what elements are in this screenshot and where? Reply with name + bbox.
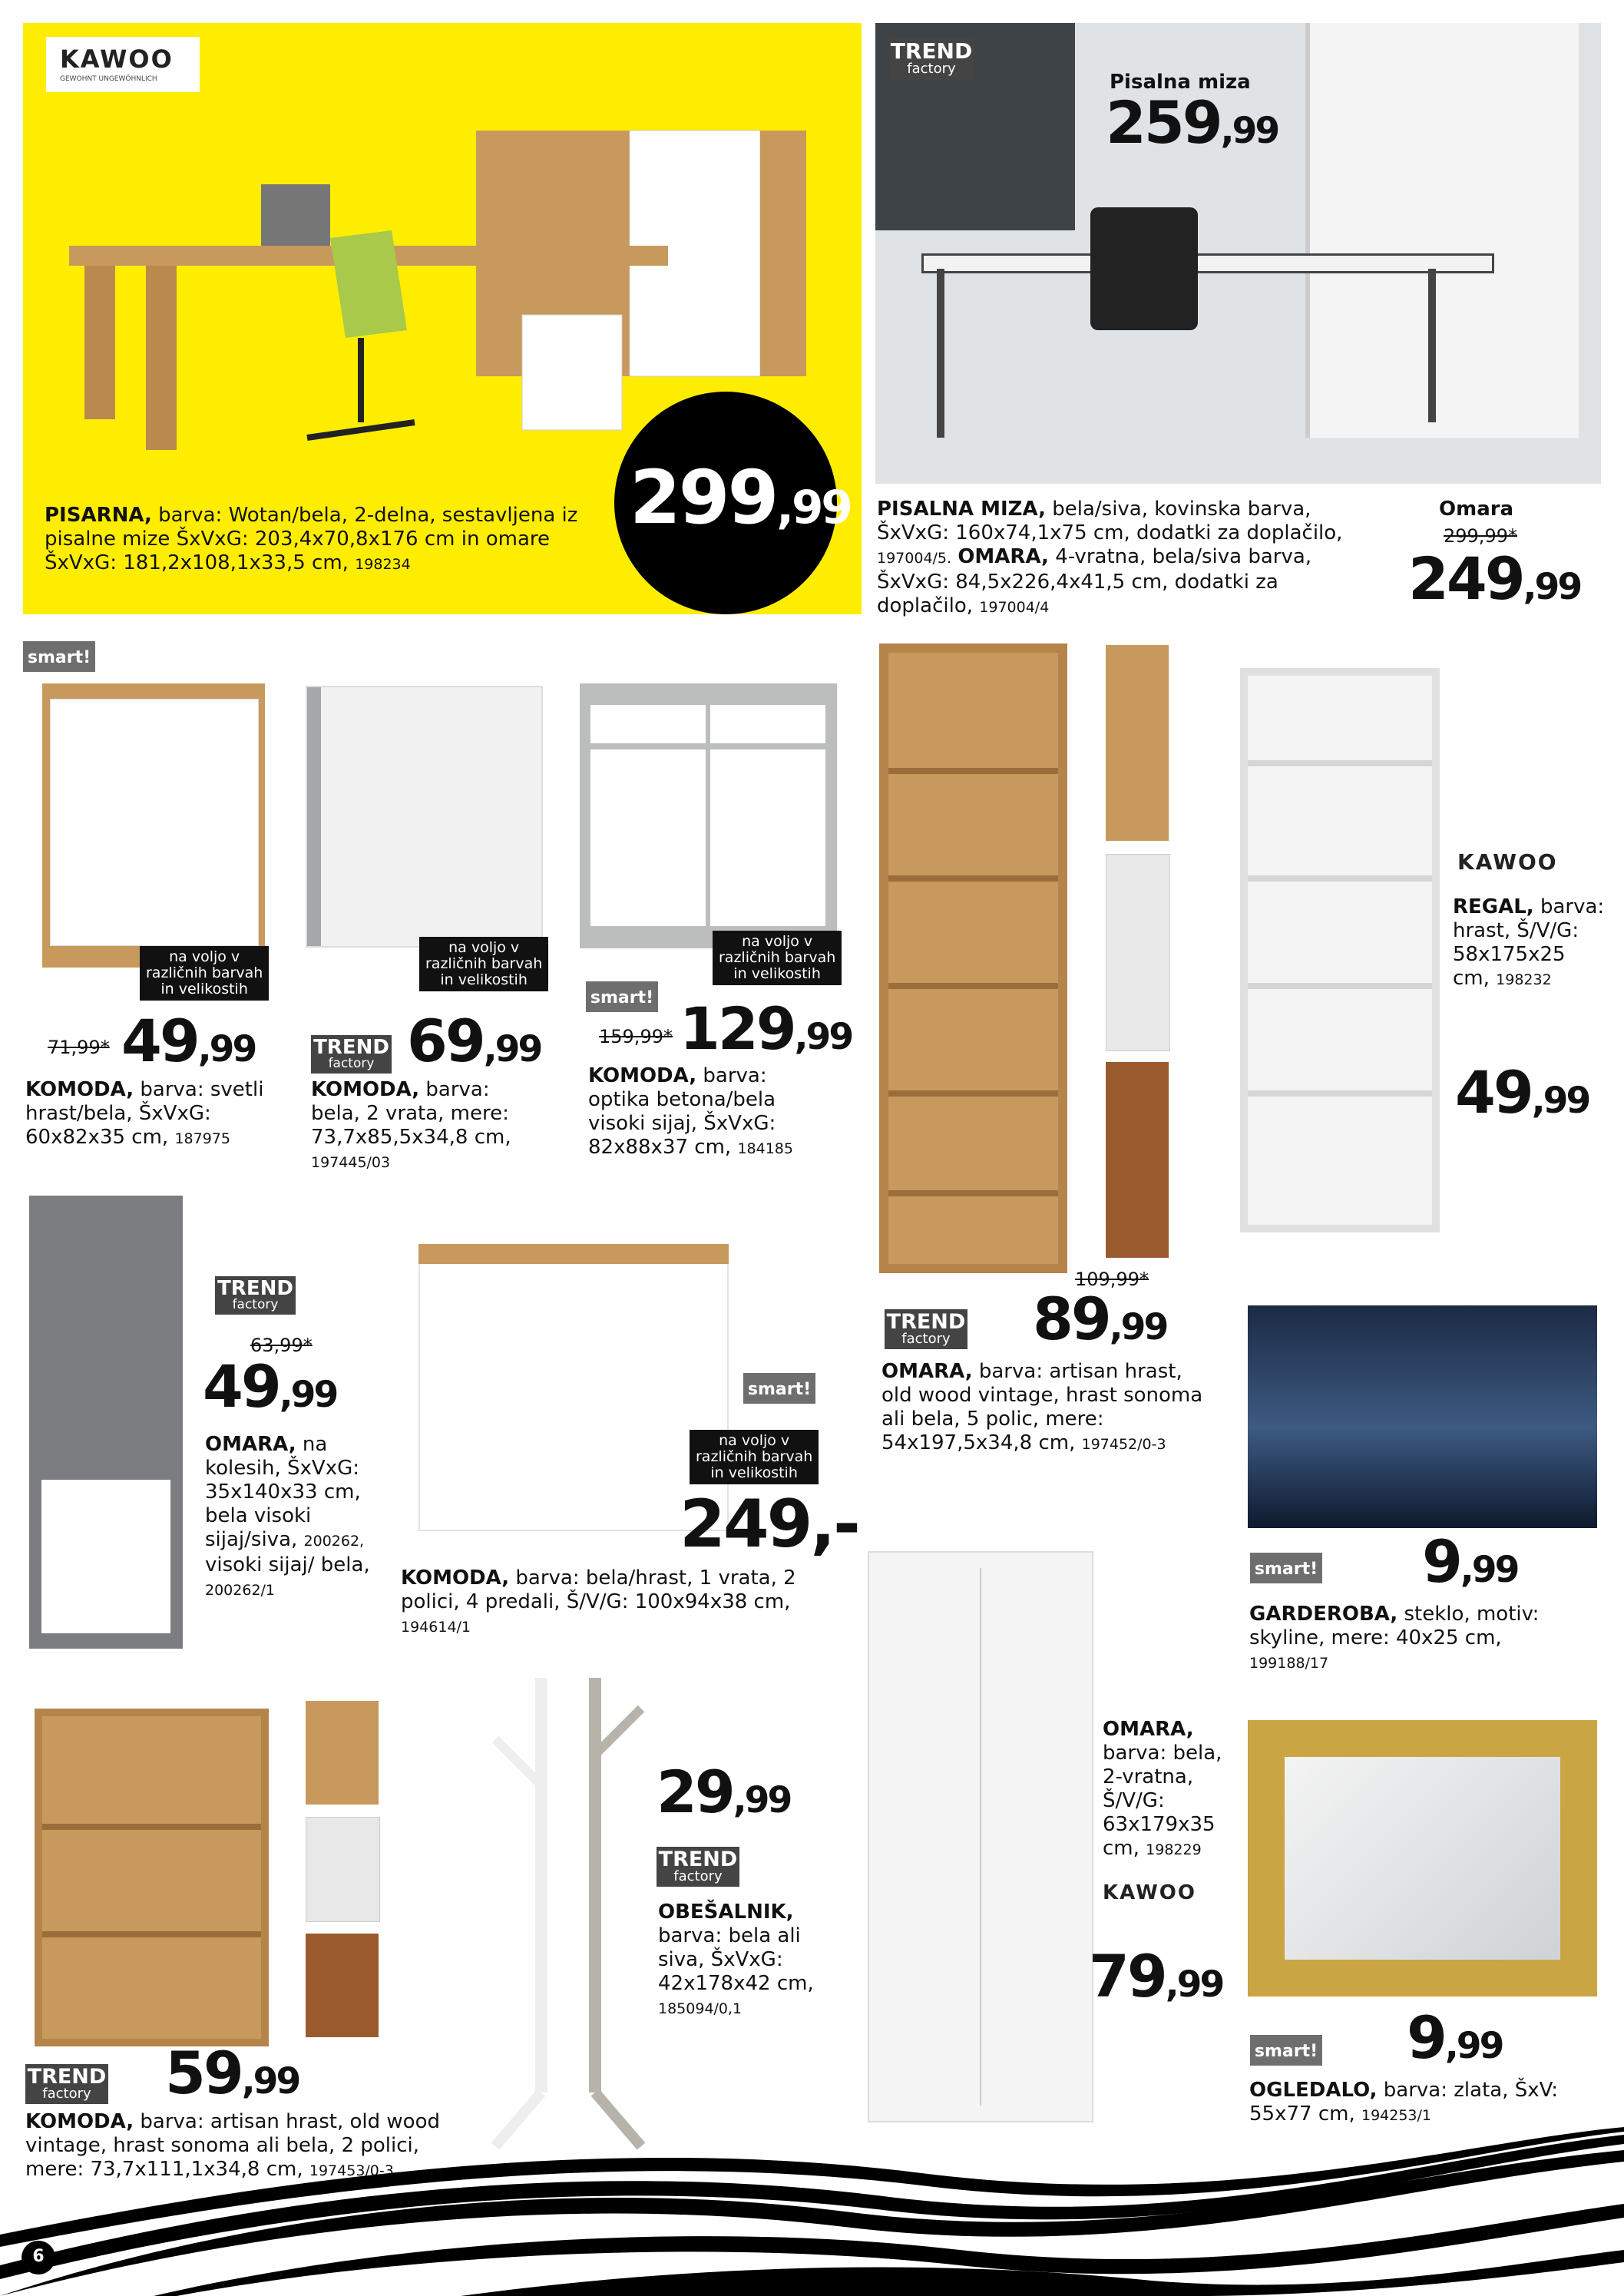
komoda2-price [407, 1007, 541, 1075]
garderoba-image [1248, 1305, 1597, 1528]
obesalnik-desc [658, 1901, 835, 2021]
trend-logo-subtext: factory [901, 1331, 951, 1347]
trend-logo [885, 1309, 967, 1349]
choice-tag-line: na voljo v [448, 939, 520, 956]
trend-logo [311, 1035, 392, 1074]
garderoba-desc [1249, 1603, 1579, 1676]
product-name: PISARNA, [45, 504, 152, 527]
price-cents: ,99 [1165, 1964, 1223, 2006]
pisalna-photo [875, 23, 1601, 484]
cabinet-side [307, 687, 321, 946]
shelf [42, 1824, 261, 1830]
trend-logo-text: TREND [217, 1277, 293, 1300]
regal-price [1455, 1058, 1589, 1126]
shelf [888, 983, 1058, 989]
shelf [888, 875, 1058, 882]
page-number: 6 [32, 2247, 45, 2266]
shelf [888, 768, 1058, 774]
shelf [888, 1190, 1058, 1196]
product-text: barva: bela, 2 vrata, mere: 73,7x85,5x34,8 cm, [311, 1078, 511, 1149]
garderoba-price [1422, 1527, 1518, 1596]
kawoo-logo: KAWOO [1457, 849, 1558, 875]
komoda5-price [165, 2039, 299, 2107]
price-cents: ,99 [197, 1028, 256, 1070]
office-chair [1090, 207, 1198, 330]
trend-logo-subtext: factory [328, 1056, 375, 1071]
price-cents: ,99 [1109, 1306, 1167, 1348]
choice-tag-line: različnih barvah [425, 955, 543, 972]
obesalnik-image [480, 1662, 657, 2154]
komoda1-old-price: 71,99* [48, 1037, 110, 1058]
trend-logo-text: TREND [658, 1848, 738, 1871]
product-name: KOMODA, [401, 1567, 510, 1590]
price-int: 29 [657, 1758, 733, 1826]
omara-white-price [1089, 1942, 1223, 2010]
shelf [1248, 875, 1432, 882]
komoda4-desc [401, 1567, 846, 1639]
regal-desc [1453, 895, 1606, 992]
shelf [1248, 760, 1432, 766]
price-cents: ,99 [1460, 1549, 1518, 1591]
product-code-2: 200262/1 [205, 1582, 276, 1599]
price-int: 49 [203, 1352, 279, 1421]
choice-tag-line: in velikostih [440, 971, 528, 988]
product-code: 198234 [355, 556, 411, 573]
drawer-front [710, 705, 825, 743]
choice-tag-line: različnih barvah [719, 949, 836, 966]
komoda2-image [306, 686, 543, 948]
komoda3-old-price: 159,99* [599, 1026, 673, 1047]
smart-logo [743, 1373, 815, 1404]
komoda1-image [42, 683, 265, 968]
product-code-2: 197004/4 [979, 599, 1050, 616]
price-int: 69 [407, 1007, 484, 1075]
product-text: barva: bela/hrast, 1 vrata, 2 polici, 4 predali, Š/V/G: 100x94x38 cm, [401, 1567, 796, 1613]
price-cents: ,99 [483, 1028, 541, 1070]
komoda5-variant-white [306, 1817, 380, 1922]
smart-logo [586, 981, 658, 1012]
product-text: barva: optika betona/bela visoki sijaj, ŠxVxG: 82x88x37 cm, [588, 1064, 776, 1159]
choice-tag-line: na voljo v [742, 933, 813, 950]
cabinet-front [50, 699, 259, 946]
trend-logo-subtext: factory [907, 61, 956, 77]
smart-logo-text: smart! [27, 648, 91, 667]
price-cents: ,99 [1531, 1080, 1589, 1122]
shelf [42, 1931, 261, 1937]
kawoo-logo-subtext: GEWOHNT UNGEWÖHNLICH [60, 75, 157, 83]
komoda1-price [121, 1007, 256, 1075]
pisarna-panel [23, 23, 862, 614]
smart-logo [23, 641, 95, 672]
trend-logo-subtext: factory [673, 1868, 723, 1884]
ogledalo-image [1248, 1720, 1597, 1997]
choice-tag [713, 931, 842, 985]
komoda5-variant-walnut [306, 1934, 379, 2037]
ogledalo-price [1407, 2003, 1503, 2072]
choice-tag [690, 1430, 819, 1484]
price-cents: ,99 [776, 481, 851, 534]
smart-logo-text: smart! [590, 988, 654, 1007]
product-code: 198229 [1146, 1841, 1202, 1858]
choice-tag [419, 937, 548, 991]
trend-logo-text: TREND [313, 1036, 389, 1059]
product-code: 200262, [303, 1533, 365, 1550]
komoda3-desc [588, 1064, 819, 1161]
pisarna-price [630, 455, 851, 541]
omara-variant-walnut [1106, 1062, 1169, 1258]
smart-logo-text: smart! [1254, 2042, 1318, 2061]
trend-logo [25, 2064, 108, 2104]
price-int: 249 [1408, 544, 1523, 613]
omara-variant-white [1106, 854, 1170, 1051]
price-int: 259 [1106, 88, 1221, 157]
pisalna-label: Pisalna miza [1110, 71, 1251, 94]
pisalna-desc [877, 498, 1353, 620]
desk-leg [1428, 269, 1436, 422]
obesalnik-price [657, 1758, 791, 1826]
price-cents: ,99 [1444, 2025, 1503, 2067]
komoda5-variant-oak [306, 1701, 379, 1805]
product-code: 194614/1 [401, 1619, 471, 1636]
komoda2-desc [311, 1078, 541, 1175]
product-text-2: 4-vratna, bela/siva barva, ŠxVxG: 84,5x226,4x41,5 cm, dodatki za doplačilo, [877, 545, 1312, 617]
product-name: OGLEDALO, [1249, 2079, 1378, 2102]
komoda5-image [35, 1709, 269, 2046]
product-code: 185094/0,1 [658, 2000, 743, 2017]
door-divider [980, 1568, 981, 2106]
product-name: KOMODA, [25, 2110, 134, 2133]
product-code: 197453/0-3 [309, 2162, 394, 2179]
price-int: 9 [1407, 2003, 1445, 2072]
price-int: 299 [630, 455, 777, 541]
choice-tag-line: in velikostih [710, 1464, 798, 1481]
door-front [590, 749, 706, 926]
omara-shelf-old-price: 109,99* [1075, 1269, 1149, 1290]
desk-leg [937, 269, 944, 438]
product-text-2: visoki sijaj/ bela, [205, 1553, 370, 1576]
desk-top [921, 253, 1494, 273]
price-cents: ,99 [279, 1374, 337, 1416]
omara-price [1408, 544, 1581, 613]
choice-tag-line: na voljo v [169, 948, 240, 965]
product-code: 199188/17 [1249, 1655, 1329, 1672]
product-name: OMARA, [881, 1360, 973, 1383]
kawoo-logo: KAWOO [1103, 1881, 1196, 1904]
price-int: 89 [1033, 1285, 1110, 1353]
price-int: 9 [1422, 1527, 1460, 1596]
omara-white-desc [1103, 1718, 1233, 1862]
trend-logo-subtext: factory [232, 1297, 279, 1312]
shelf [1248, 1090, 1432, 1097]
product-text: na kolesih, ŠxVxG: 35x140x33 cm, bela visoki sijaj/siva, [205, 1433, 361, 1551]
product-text: barva: artisan hrast, old wood vintage, hrast sonoma ali bela, 5 polic, mere: 54x197,5x34,8 cm, [881, 1360, 1203, 1454]
product-code: 184185 [737, 1140, 793, 1157]
product-name: REGAL, [1453, 895, 1534, 918]
door-front [710, 749, 825, 926]
omara-variant-oak [1106, 645, 1169, 841]
omara-shelf-image [879, 643, 1067, 1273]
shelf [888, 1090, 1058, 1097]
price-int: 79 [1089, 1942, 1166, 2010]
product-text: barva: Wotan/bela, 2-delna, sestavljena iz pisalne mize ŠxVxG: 203,4x70,8x176 cm in omare ŠxVxG: 181,2x108,1x33,5 cm, [45, 504, 578, 574]
trend-logo-text: TREND [890, 38, 973, 64]
trend-logo-text: TREND [886, 1310, 966, 1334]
smart-logo [1250, 1553, 1322, 1583]
product-code: 197004/5. [877, 550, 952, 567]
trend-logo [657, 1847, 739, 1887]
omara-shelf-price [1033, 1285, 1167, 1353]
product-name: KOMODA, [25, 1078, 134, 1101]
product-name: OMARA, [205, 1433, 296, 1456]
shelf [1248, 983, 1432, 989]
choice-tag-line: in velikostih [733, 965, 821, 982]
product-text: barva: artisan hrast, old wood vintage, hrast sonoma ali bela, 2 polici, mere: 73,7x111,1x34,8 cm, [25, 2110, 440, 2181]
choice-tag-line: na voljo v [719, 1432, 790, 1449]
product-name: KOMODA, [311, 1078, 420, 1101]
omara-tall-price [203, 1352, 337, 1421]
shelving-unit [1305, 23, 1579, 438]
product-code: 197452/0-3 [1081, 1436, 1166, 1453]
price-cents: ,99 [241, 2060, 299, 2102]
price-int: 59 [165, 2039, 242, 2107]
mirror-glass [1285, 1757, 1560, 1960]
product-text: barva: bela ali siva, ŠxVxG: 42x178x42 cm, [658, 1924, 814, 1995]
choice-tag [140, 946, 269, 1001]
product-name: OBEŠALNIK, [658, 1901, 794, 1924]
omara-tall-image [29, 1196, 183, 1649]
product-text: barva: hrast, Š/V/G: 58x175x25 cm, [1453, 895, 1605, 990]
komoda1-desc [25, 1078, 279, 1151]
product-code: 197445/03 [311, 1154, 391, 1171]
price-cents: ,99 [1523, 566, 1581, 608]
cabinet-top [418, 1244, 729, 1264]
price-int: 129 [680, 994, 795, 1063]
product-text: bela/siva, kovinska barva, ŠxVxG: 160x74,1x75 cm, dodatki za doplačilo, [877, 498, 1343, 544]
product-text: barva: svetli hrast/bela, ŠxVxG: 60x82x35 cm, [25, 1078, 264, 1149]
omara-white-image [868, 1551, 1093, 2122]
product-name: OMARA, [1103, 1718, 1194, 1741]
smart-logo [1250, 2035, 1322, 2066]
komoda4-price: 249,- [680, 1486, 858, 1563]
product-name: PISALNA MIZA, [877, 498, 1046, 521]
decorative-wave-stripes [0, 2127, 1624, 2296]
kawoo-logo [46, 37, 200, 92]
product-text: barva: zlata, ŠxV: 55x77 cm, [1249, 2079, 1559, 2126]
omara-tall-desc [205, 1433, 378, 1603]
kawoo-logo-text: KAWOO [60, 45, 174, 74]
choice-tag-line: različnih barvah [696, 1448, 813, 1465]
pisalna-price [1106, 88, 1278, 157]
price-cents: ,99 [794, 1016, 852, 1058]
price-int: 49 [121, 1007, 198, 1075]
choice-tag-line: in velikostih [160, 981, 248, 997]
trend-logo [889, 38, 974, 80]
choice-tag-line: različnih barvah [146, 964, 263, 981]
trend-logo [215, 1276, 296, 1315]
omara-old-price: 299,99* [1444, 525, 1517, 547]
price-cents: ,99 [733, 1779, 791, 1821]
product-code: 198232 [1496, 971, 1552, 988]
komoda3-image [580, 683, 837, 948]
product-text: steklo, motiv: skyline, mere: 40x25 cm, [1249, 1603, 1540, 1649]
smart-logo-text: smart! [747, 1380, 812, 1399]
product-name-2: OMARA, [958, 545, 1049, 568]
omara-tall-old-price: 63,99* [250, 1335, 313, 1356]
smart-logo-text: smart! [1254, 1560, 1318, 1579]
product-code: 187975 [174, 1130, 230, 1147]
omara-shelf-desc [881, 1360, 1204, 1457]
regal-image [1240, 668, 1440, 1232]
omara-label: Omara [1439, 498, 1514, 521]
product-code: 194253/1 [1361, 2107, 1432, 2124]
trend-logo-subtext: factory [42, 2086, 91, 2102]
price-int: 49 [1455, 1058, 1532, 1126]
price-cents: ,99 [1220, 110, 1278, 152]
product-name: KOMODA, [588, 1064, 697, 1087]
trend-logo-text: TREND [27, 2065, 107, 2089]
product-name: GARDEROBA, [1249, 1603, 1398, 1626]
product-text: barva: bela, 2-vratna, Š/V/G: 63x179x35 cm, [1103, 1742, 1222, 1860]
komoda3-price [680, 994, 852, 1063]
cabinet-door [41, 1480, 170, 1633]
ogledalo-desc [1249, 2079, 1587, 2128]
pisarna-desc [45, 504, 597, 577]
drawer-front [590, 705, 706, 743]
